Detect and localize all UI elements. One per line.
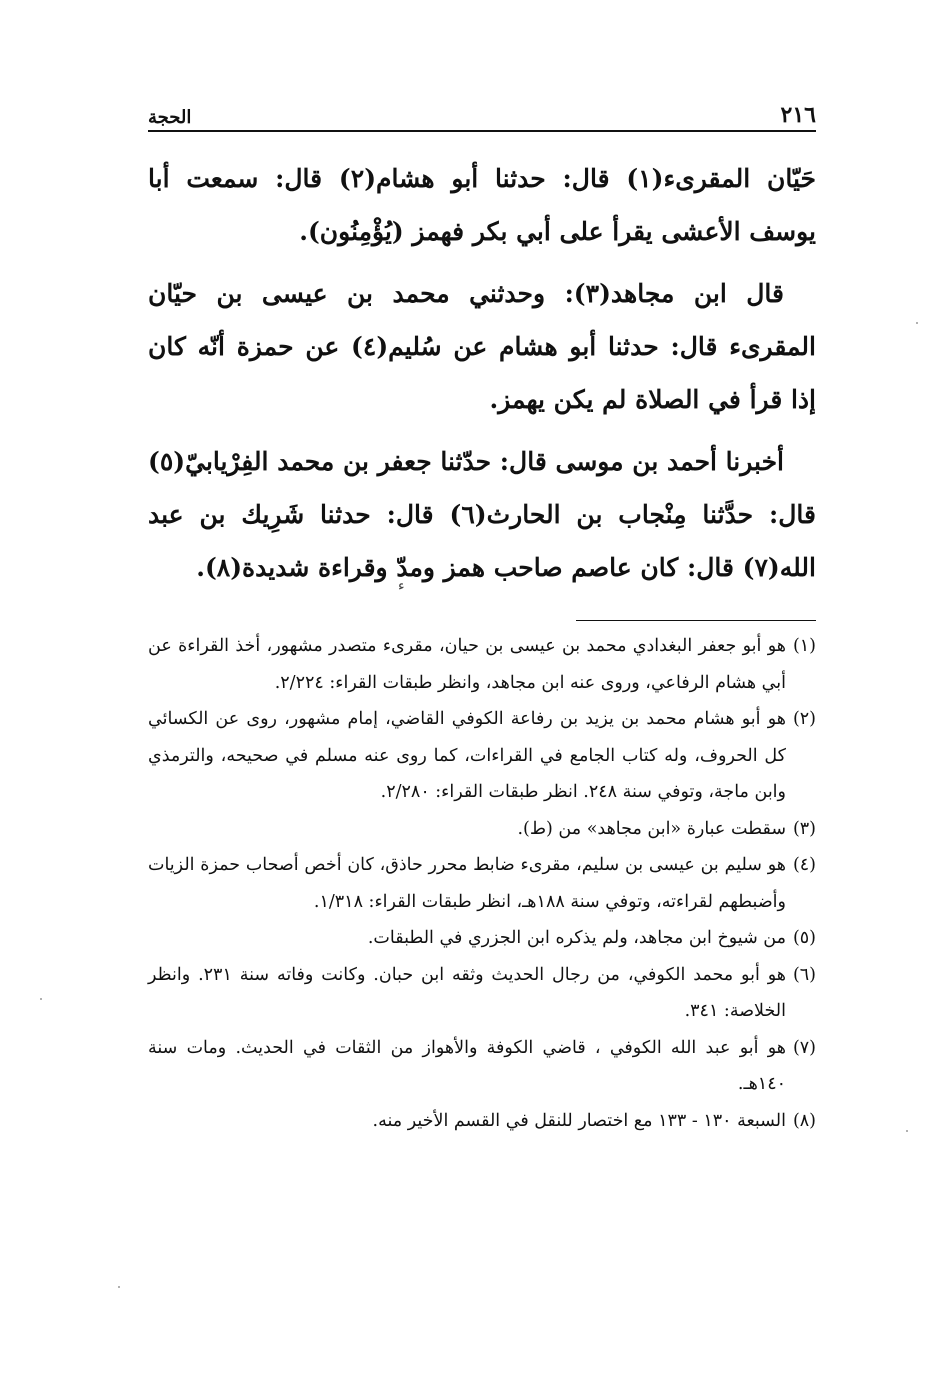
header-divider: [148, 130, 816, 132]
paragraph: أخبرنا أحمد بن موسى قال: حدّثنا جعفر بن محمد الفِرْيابيّ(٥) قال: حدَّثنا مِنْجاب بن الحارث(٦) قال: حدثنا شَرِيك بن عبد الله(٧) قال: كان عاصم صاحب همز ومدّ وقراءة شديدة(٨).: [148, 447, 816, 582]
stray-mark: ء: [398, 578, 405, 594]
footnote-text: من شيوخ ابن مجاهد، ولم يذكره ابن الجزري في الطبقات.: [367, 928, 786, 948]
main-text: [148, 152, 816, 603]
footnote: [148, 811, 816, 848]
footnote-text: هو أبو عبد الله الكوفي ، قاضي الكوفة والأهواز من الثقات في الحديث. ومات سنة ١٤٠هـ.: [148, 1037, 786, 1094]
scan-speck: [118, 1286, 120, 1288]
paragraph: قال ابن مجاهد(٣): وحدثني محمد بن عيسى بن حيّان المقرىء قال: حدثنا أبو هشام عن سُليم(٤) عن حمزة أنّه كان إذا قرأ في الصلاة لم يكن يهمز.: [148, 279, 816, 414]
scan-speck: [916, 322, 918, 324]
footnote-text: هو أبو جعفر البغدادي محمد بن عيسى بن حيان، مقرىء متصدر مشهور، أخذ القراءة عن أبي هشام الرفاعي، وروى عنه ابن مجاهد، وانظر طبقات القراء: ٢/٢٢٤.: [148, 636, 786, 693]
footnote-text: سقطت عبارة «ابن مجاهد» من (ط).: [517, 818, 786, 839]
footnote-text: هو أبو هشام محمد بن يزيد بن رفاعة الكوفي القاضي، إمام مشهور، روى عن الكسائي كل الحروف، وله كتاب الجامع في القراءات، كما روى عنه مسلم في صحيحه، والترمذي وابن ماجة، وتوفي سنة ٢٤٨. انظر طبقات القراء: ٢/٢٨٠.: [148, 709, 786, 802]
footnote: [148, 847, 816, 920]
page-header: [148, 94, 816, 128]
footnote-divider: [576, 620, 816, 621]
footnote-number: (٦): [792, 964, 816, 985]
footnote-number: (٢): [792, 709, 816, 729]
footnote-number: (٤): [792, 855, 816, 875]
footnote-text: السبعة ١٣٠ - ١٣٣ مع اختصار للنقل في القسم الأخير منه.: [372, 1110, 786, 1131]
footnote: [148, 920, 816, 957]
footnote: [148, 957, 816, 1030]
running-title: الحجة: [148, 107, 192, 128]
footnote-number: (٥): [792, 928, 816, 948]
footnote: [148, 628, 816, 701]
footnote: [148, 1103, 816, 1140]
footnotes: [148, 628, 816, 1139]
footnote-text: هو أبو محمد الكوفي، من رجال الحديث وثقه ابن حبان. وكانت وفاته سنة ٢٣١. وانظر الخلاصة: ٣٤١.: [148, 964, 786, 1021]
footnote-number: (٧): [792, 1037, 816, 1058]
footnote: [148, 701, 816, 811]
footnote-text: هو سليم بن عيسى بن سليم، مقرىء ضابط محرر حاذق، كان أخص أصحاب حمزة الزيات وأضبطهم لقراءته، وتوفي سنة ١٨٨هـ، انظر طبقات القراء: ١/٣١٨.: [148, 855, 786, 912]
scan-speck: [40, 998, 42, 1000]
footnote-number: (٨): [792, 1110, 816, 1131]
footnote-number: (١): [792, 636, 816, 656]
footnote-number: (٣): [792, 818, 816, 839]
scan-speck: [906, 1130, 908, 1132]
paragraph: حَيّان المقرىء(١) قال: حدثنا أبو هشام(٢) قال: سمعت أبا يوسف الأعشى يقرأ على أبي بكر فهمز (يُؤْمِنُون).: [148, 164, 817, 246]
page-number: ٢١٦: [780, 102, 816, 128]
footnote: [148, 1030, 816, 1103]
